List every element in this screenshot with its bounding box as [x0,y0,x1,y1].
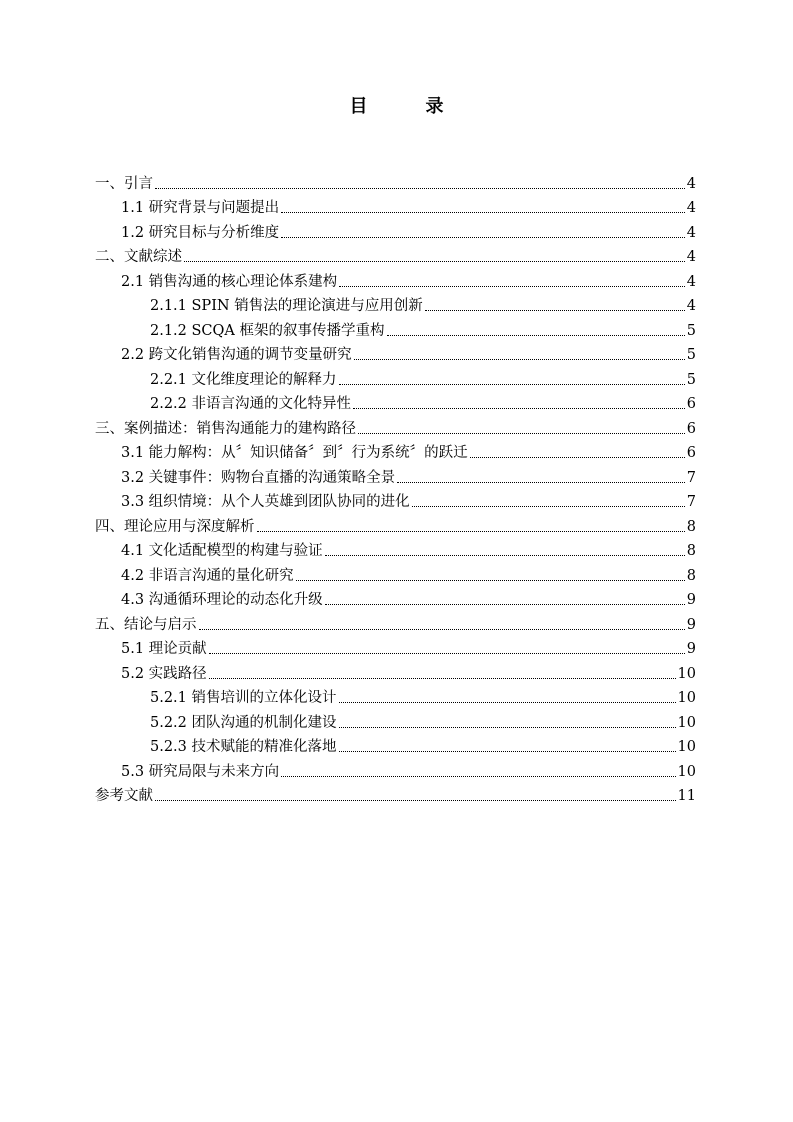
toc-entry[interactable] [95,536,696,561]
toc-dot-leader [296,580,685,581]
toc-entry[interactable] [95,634,696,659]
toc-entry[interactable] [95,193,696,218]
toc-entry[interactable] [95,413,696,438]
toc-entry-label: 2.2.2 非语言沟通的文化特异性 [150,396,352,412]
toc-dot-leader [425,310,685,311]
toc-entry-page-number: 8 [686,543,696,559]
toc-entry[interactable] [95,658,696,683]
toc-entry[interactable] [95,707,696,732]
toc-entry-page-number: 4 [686,298,696,314]
toc-entry-page-number: 7 [686,494,696,510]
toc-entry-label: 五、结论与启示 [95,616,197,633]
toc-entry-label: 4.2 非语言沟通的量化研究 [121,567,294,584]
toc-entry-label: 四、理论应用与深度解析 [95,518,255,535]
toc-entry-label: 5.2.3 技术赋能的精准化落地 [150,739,337,755]
toc-entry-page-number: 4 [686,224,696,241]
toc-entry[interactable] [95,585,696,610]
toc-entry-page-number: 7 [686,469,696,486]
toc-entry-page-number: 4 [686,200,696,216]
toc-entry[interactable] [95,340,696,365]
toc-dot-leader [339,702,676,703]
toc-entry-label: 2.1 销售沟通的核心理论体系建构 [121,273,338,290]
toc-entry-label: 三、案例描述：销售沟通能力的建构路径 [95,420,356,437]
toc-dot-leader [339,384,685,385]
toc-dot-leader [209,678,676,679]
toc-entry-page-number: 10 [677,739,696,755]
toc-entry-label: 4.3 沟通循环理论的动态化升级 [121,592,323,608]
toc-dot-leader [199,629,685,630]
toc-entry-page-number: 6 [686,445,696,461]
toc-dot-leader [339,751,676,752]
toc-entry-page-number: 9 [686,592,696,608]
toc-entry[interactable] [95,315,696,340]
toc-entry-label: 2.2.1 文化维度理论的解释力 [150,371,337,388]
toc-entry-page-number: 11 [677,788,696,804]
toc-entry-page-number: 10 [677,714,696,731]
toc-entry-page-number: 5 [686,371,696,388]
toc-entry-page-number: 10 [677,690,696,706]
toc-entry-label: 1.1 研究背景与问题提出 [121,200,280,216]
toc-entry[interactable] [95,364,696,389]
toc-dot-leader [470,457,685,458]
toc-dot-leader [257,531,685,532]
toc-entry-label: 二、文献综述 [95,249,182,265]
toc-entry-label: 5.2.2 团队沟通的机制化建设 [150,714,337,731]
toc-entry-page-number: 5 [686,347,696,363]
toc-entry[interactable] [95,609,696,634]
toc-entry-label: 参考文献 [95,788,153,804]
toc-entry-page-number: 10 [677,763,696,780]
toc-entry[interactable] [95,511,696,536]
toc-entry[interactable] [95,732,696,757]
toc-entry[interactable] [95,389,696,414]
toc-entry-label: 1.2 研究目标与分析维度 [121,224,280,241]
toc-dot-leader [387,335,685,336]
toc-dot-leader [325,555,685,556]
toc-dot-leader [325,604,685,605]
toc-entry-label: 一、引言 [95,175,153,192]
toc-dot-leader [281,237,685,238]
toc-dot-leader [281,776,675,777]
toc-dot-leader [412,506,685,507]
toc-entry[interactable] [95,168,696,193]
toc-entry-page-number: 8 [686,567,696,584]
toc-dot-leader [354,359,685,360]
toc-entry[interactable] [95,683,696,708]
toc-entry[interactable] [95,462,696,487]
toc-dot-leader [209,653,685,654]
toc-entry[interactable] [95,242,696,267]
toc-entry-page-number: 5 [686,322,696,339]
toc-entry-label: 3.3 组织情境：从个人英雄到团队协同的进化 [121,494,410,510]
toc-entry[interactable] [95,438,696,463]
toc-dot-leader [155,800,676,801]
toc-entry[interactable] [95,781,696,806]
toc-dot-leader [353,408,685,409]
toc-entry-label: 5.1 理论贡献 [121,641,207,657]
toc-dot-leader [155,188,685,189]
toc-entry-page-number: 4 [686,249,696,265]
table-of-contents [95,168,696,805]
toc-entry-page-number: 6 [686,420,696,437]
toc-dot-leader [339,727,676,728]
toc-dot-leader [397,482,685,483]
toc-entry-page-number: 6 [686,396,696,412]
toc-entry-label: 3.1 能力解构：从〞知识储备〞到〞行为系统〞的跃迁 [121,445,468,461]
toc-entry-page-number: 9 [686,616,696,633]
toc-entry[interactable] [95,560,696,585]
toc-entry-page-number: 8 [686,518,696,535]
toc-entry[interactable] [95,266,696,291]
toc-entry-page-number: 4 [686,273,696,290]
toc-dot-leader [281,212,685,213]
toc-entry-label: 2.1.1 SPIN 销售法的理论演进与应用创新 [150,298,423,314]
toc-entry-label: 5.3 研究局限与未来方向 [121,763,280,780]
toc-entry[interactable] [95,756,696,781]
toc-entry[interactable] [95,291,696,316]
toc-entry-label: 5.2 实践路径 [121,665,207,682]
toc-entry-label: 2.1.2 SCQA 框架的叙事传播学重构 [150,322,385,339]
toc-entry-label: 5.2.1 销售培训的立体化设计 [150,690,337,706]
toc-entry-page-number: 9 [686,641,696,657]
toc-entry[interactable] [95,217,696,242]
toc-dot-leader [358,433,685,434]
toc-dot-leader [339,286,685,287]
toc-title: 目 录 [349,96,464,117]
toc-entry[interactable] [95,487,696,512]
toc-entry-label: 2.2 跨文化销售沟通的调节变量研究 [121,347,352,363]
toc-entry-page-number: 10 [677,665,696,682]
toc-entry-label: 4.1 文化适配模型的构建与验证 [121,543,323,559]
toc-entry-label: 3.2 关键事件：购物台直播的沟通策略全景 [121,469,396,486]
toc-entry-page-number: 4 [686,175,696,192]
toc-dot-leader [184,261,685,262]
